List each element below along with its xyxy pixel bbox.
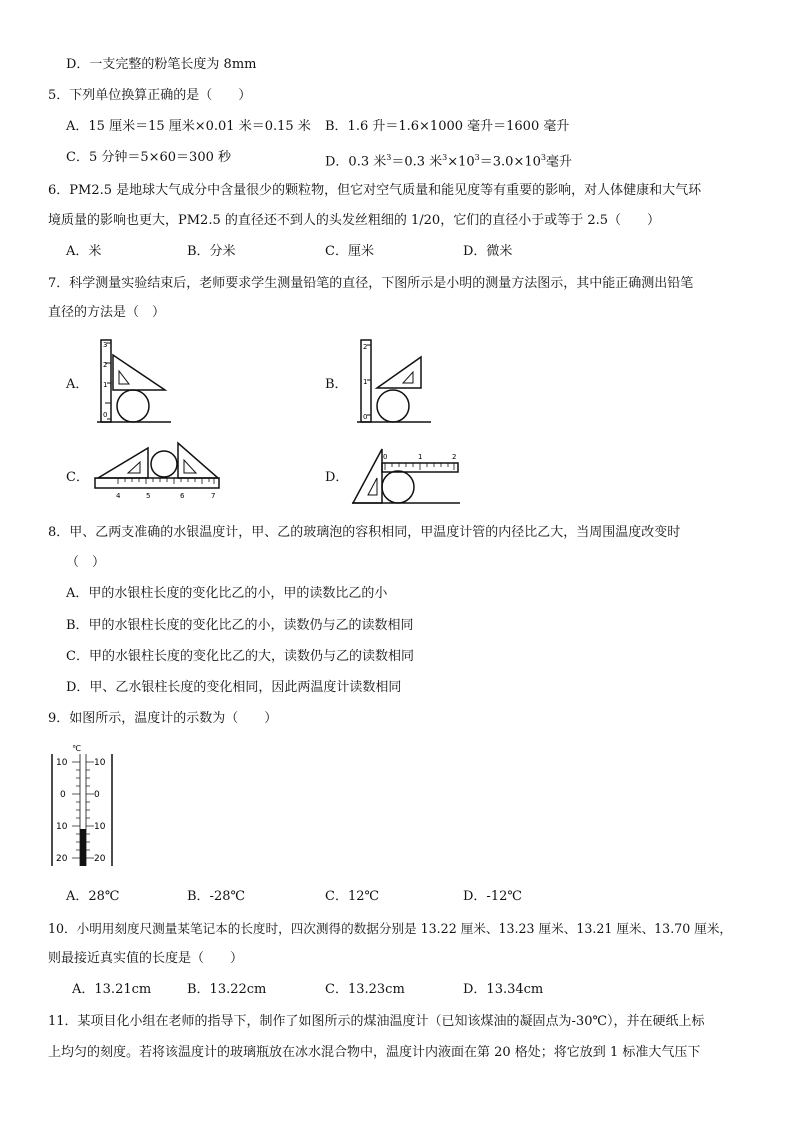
q8-line1: 8．甲、乙两支准确的水银温度计，甲、乙的玻璃泡的容积相同，甲温度计管的内径比乙大，当周围温度改变时 bbox=[48, 525, 681, 540]
q10-line1: 10．小明用刻度尺测量某笔记本的长度时，四次测得的数据分别是 13.22 厘米、13.23 厘米、13.21 厘米、13.70 厘米， bbox=[48, 921, 733, 936]
ruler-d-tick-1: 1 bbox=[418, 453, 423, 461]
ruler-d-tick-2: 2 bbox=[452, 453, 457, 461]
q9-option-c: C．12℃ bbox=[325, 889, 380, 904]
ruler-c-tick-5: 5 bbox=[146, 492, 151, 500]
q11-line1: 11．某项目化小组在老师的指导下，制作了如图所示的煤油温度计（已知该煤油的凝固点为-30℃），并在硬纸上标 bbox=[48, 1014, 705, 1029]
q10-option-b: B．13.22cm bbox=[187, 982, 267, 997]
left-tick-10-lower: 10 bbox=[56, 822, 68, 832]
q8-option-a: A．甲的水银柱长度的变化比乙的小，甲的读数比乙的小 bbox=[66, 586, 388, 601]
ruler-a-tick-2: 2 bbox=[103, 361, 108, 369]
q9-stem: 9．如图所示，温度计的示数为（ ） bbox=[48, 711, 278, 726]
q6-option-d: D．微米 bbox=[463, 244, 513, 259]
q10-option-d: D．13.34cm bbox=[463, 982, 544, 997]
q8-option-d: D．甲、乙水银柱长度的变化相同，因此两温度计读数相同 bbox=[66, 680, 402, 695]
q10-option-a: A．13.21cm bbox=[72, 982, 152, 997]
thermometer-unit: ℃ bbox=[72, 744, 81, 753]
q7-label-b: B． bbox=[325, 377, 348, 392]
q5-option-d: D．0.3 米$^3$＝0.3 米$^3\times 10^3=3.0\times 10^3$毫升 bbox=[325, 153, 572, 170]
right-tick-0: 0 bbox=[94, 790, 100, 800]
right-tick-10: 10 bbox=[94, 758, 106, 768]
q6-option-c: C．厘米 bbox=[325, 244, 374, 259]
left-tick-10: 10 bbox=[56, 758, 68, 768]
q5-option-a: A．15 厘米＝15 厘米×0.01 米＝0.15 米 bbox=[66, 119, 311, 134]
ruler-b-tick-2: 2 bbox=[363, 343, 368, 351]
q8-option-c: C．甲的水银柱长度的变化比乙的大，读数仍与乙的读数相同 bbox=[66, 649, 414, 664]
q7-line1: 7．科学测量实验结束后，老师要求学生测量铅笔的直径，下图所示是小明的测量方法图示，其中能正确测出铅笔 bbox=[48, 276, 694, 291]
ruler-a-tick-3: 3 bbox=[103, 341, 108, 349]
q8-option-b: B．甲的水银柱长度的变化比乙的小，读数仍与乙的读数相同 bbox=[66, 618, 414, 633]
q6-line1: 6．PM2.5 是地球大气成分中含量很少的颗粒物，但它对空气质量和能见度等有重要的影响，对人体健康和大气环 bbox=[48, 183, 702, 198]
q7-figure-d bbox=[350, 445, 465, 507]
q7-line2: 直径的方法是（ ） bbox=[48, 305, 166, 320]
q6-line2: 境质量的影响也更大，PM2.5 的直径还不到人的头发丝粗细的 1/20，它们的直径小于或等于 2.5（ ） bbox=[48, 213, 660, 228]
left-tick-0: 0 bbox=[60, 790, 66, 800]
left-tick-20: 20 bbox=[56, 854, 68, 864]
ruler-b-tick-0: 0 bbox=[363, 413, 368, 421]
q6-option-a: A．米 bbox=[66, 244, 102, 259]
ruler-c-tick-6: 6 bbox=[180, 492, 185, 500]
q9-option-b: B．-28℃ bbox=[187, 889, 246, 904]
q10-line2: 则最接近真实值的长度是（ ） bbox=[48, 951, 244, 966]
ruler-c-tick-4: 4 bbox=[116, 492, 121, 500]
q5-option-b: B．1.6 升＝1.6×1000 毫升＝1600 毫升 bbox=[325, 119, 570, 134]
q9-option-d: D．-12℃ bbox=[463, 889, 522, 904]
q5-stem: 5．下列单位换算正确的是（ ） bbox=[48, 88, 252, 103]
right-tick-10-lower: 10 bbox=[94, 822, 106, 832]
right-tick-20: 20 bbox=[94, 854, 106, 864]
q10-option-c: C．13.23cm bbox=[325, 982, 405, 997]
q9-thermometer bbox=[48, 740, 118, 868]
ruler-a-tick-1: 1 bbox=[103, 381, 108, 389]
q9-option-a: A．28℃ bbox=[66, 889, 120, 904]
q8-line2: （ ） bbox=[66, 555, 106, 570]
q5-option-c: C．5 分钟＝5×60＝300 秒 bbox=[66, 150, 232, 165]
ruler-a-tick-0: 0 bbox=[103, 411, 108, 419]
q7-figure-b bbox=[355, 335, 435, 430]
q7-label-a: A． bbox=[66, 377, 89, 392]
q7-label-c: C． bbox=[66, 470, 89, 485]
q4-option-d: D．一支完整的粉笔长度为 8mm bbox=[66, 57, 257, 72]
q7-figure-c bbox=[92, 440, 222, 502]
ruler-b-tick-1: 1 bbox=[363, 378, 368, 386]
q11-line2: 上均匀的刻度。若将该温度计的玻璃瓶放在冰水混合物中，温度计内液面在第 20 格处；将它放到 1 标准大气压下 bbox=[48, 1045, 701, 1060]
q7-figure-a bbox=[95, 335, 175, 430]
q6-option-b: B．分米 bbox=[187, 244, 236, 259]
ruler-d-tick-0: 0 bbox=[383, 453, 388, 461]
ruler-c-tick-7: 7 bbox=[211, 492, 216, 500]
q7-label-d: D． bbox=[325, 470, 349, 485]
